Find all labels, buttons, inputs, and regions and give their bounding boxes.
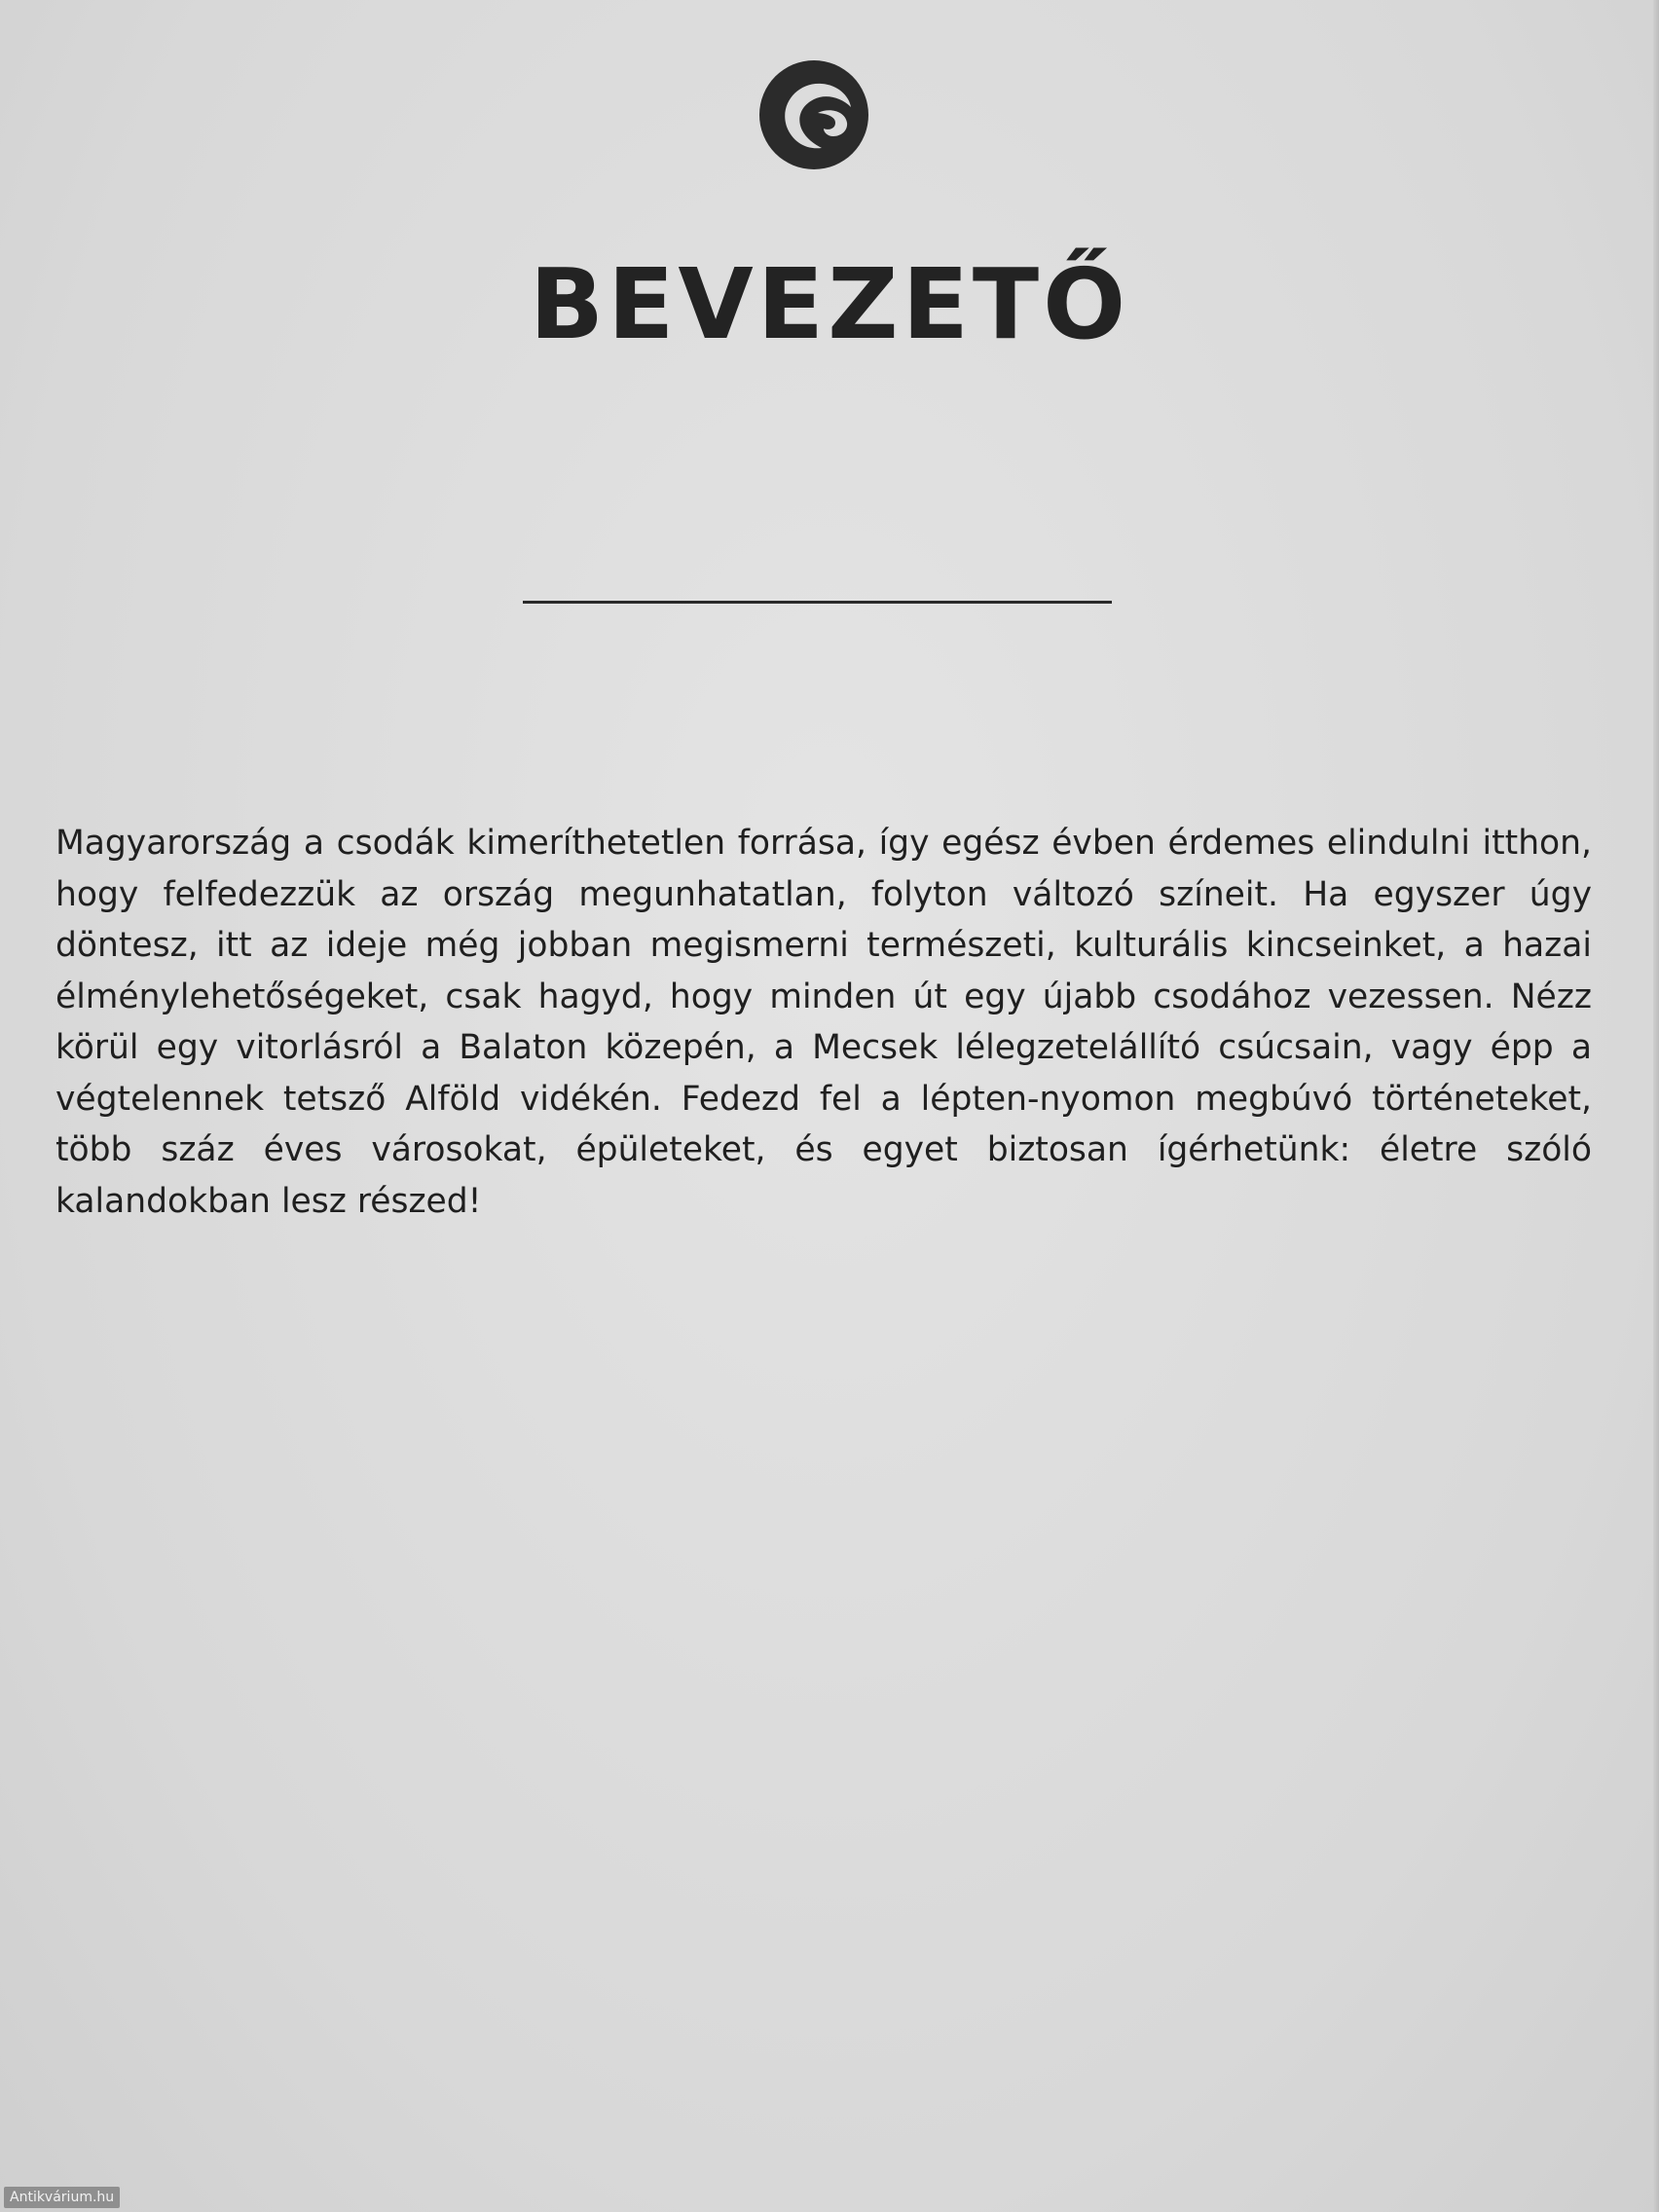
intro-paragraph: Magyarország a csodák kimeríthetetlen forrása, így egész évben érdemes elindulni itthon, hogy felfedezzük az ország megunhatatlan, folyton változó színeit. Ha egyszer úgy döntesz, itt az ideje még jobban megismerni természeti, kulturális kincseinket, a hazai élménylehetőségeket, csak hagyd, hogy minden út egy újabb csodához vezessen. Nézz körül egy vitorlásról a Balaton közepén, a Mecsek lélegzetelállító csúcsain, vagy épp a végtelennek tetsző Alföld vidékén. Fedezd fel a lépten-nyomon megbúvó történeteket, több száz éves városokat, épületeket, és egyet biztosan ígérhetünk: életre szóló kalandokban lesz részed! xyxy=(55,824,1592,1221)
publisher-logo-icon xyxy=(757,58,870,171)
watermark: Antikvárium.hu xyxy=(4,2187,120,2208)
page-title: BEVEZETŐ xyxy=(529,247,1130,361)
title-divider xyxy=(523,601,1112,604)
